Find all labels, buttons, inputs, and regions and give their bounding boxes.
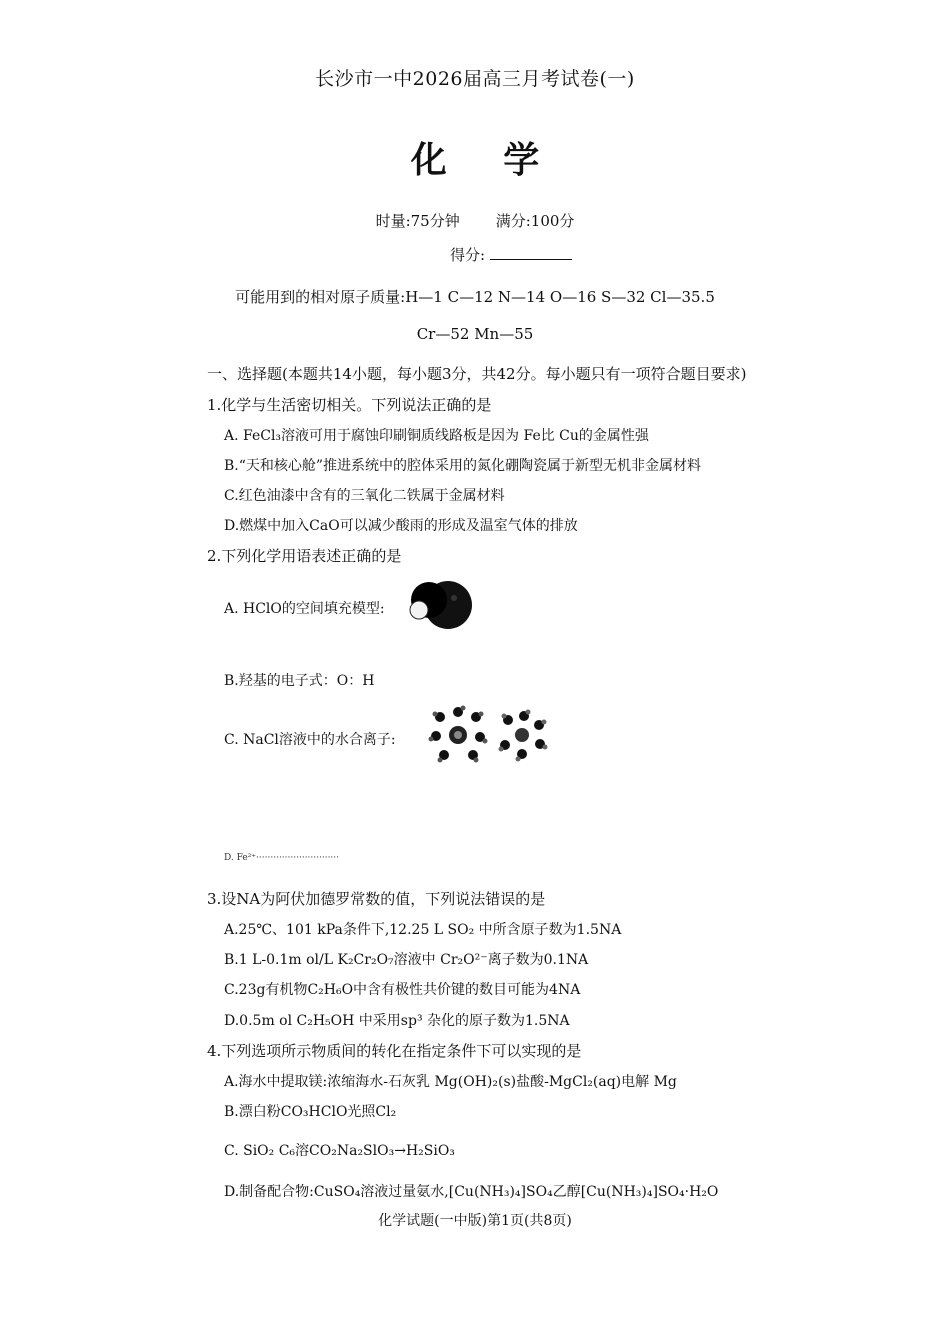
subject-title: 化 学 xyxy=(410,140,562,181)
question-3-stem: 3.设NA为阿伏加德罗常数的值，下列说法错误的是 xyxy=(207,890,546,908)
hydrated-ions-figure-icon xyxy=(418,703,552,767)
question-3-option-b: B.1 L-0.1m ol/L K₂Cr₂O₇溶液中 Cr₂O²⁻离子数为0.1NA xyxy=(224,952,589,968)
question-3-option-c: C.23g有机物C₂H₆O中含有极性共价键的数目可能为4NA xyxy=(224,982,581,998)
score-blank xyxy=(490,245,572,260)
question-4-option-d: D.制备配合物:CuSO₄溶液过量氨水,[Cu(NH₃)₄]SO₄乙醇[Cu(NH₃)₄]SO₄·H₂O xyxy=(224,1184,719,1200)
score-field xyxy=(450,244,572,265)
atomic-mass-line-1: 可能用到的相对原子质量:H—1 C—12 N—14 O—16 S—32 Cl—35.5 xyxy=(235,288,715,306)
question-3-option-d: D.0.5m ol C₂H₅OH 中采用sp³ 杂化的原子数为1.5NA xyxy=(224,1013,570,1029)
full-score: 满分:100分 xyxy=(495,212,575,230)
question-2-option-d: D. Fe²⁺····························· xyxy=(224,853,340,863)
exam-meta xyxy=(0,210,950,231)
page-footer: 化学试题(一中版)第1页(共8页) xyxy=(378,1213,572,1229)
question-4-option-b: B.漂白粉CO₃HClO光照Cl₂ xyxy=(224,1104,397,1120)
question-1-option-b: B.“天和核心舱”推进系统中的腔体采用的氮化硼陶瓷属于新型无机非金属材料 xyxy=(224,458,702,474)
time-limit: 时量:75分钟 xyxy=(375,212,460,230)
question-3-option-a: A.25℃、101 kPa条件下,12.25 L SO₂ 中所含原子数为1.5NA xyxy=(224,922,622,938)
section-heading: 一、选择题(本题共14小题，每小题3分，共42分。每小题只有一项符合题目要求) xyxy=(207,365,747,383)
hclo-space-filling-model-icon xyxy=(404,576,474,634)
question-1-option-a: A. FeCl₃溶液可用于腐蚀印刷铜质线路板是因为 Fe比 Cu的金属性强 xyxy=(224,428,649,444)
question-4-option-a: A.海水中提取镁:浓缩海水-石灰乳 Mg(OH)₂(s)盐酸-MgCl₂(aq)电解 Mg xyxy=(224,1074,677,1090)
question-2-stem: 2.下列化学用语表述正确的是 xyxy=(207,547,402,565)
question-1-stem: 1.化学与生活密切相关。下列说法正确的是 xyxy=(207,396,492,414)
question-4-option-c: C. SiO₂ C₆溶CO₂Na₂SlO₃→H₂SiO₃ xyxy=(224,1143,455,1159)
question-2-option-b: B.羟基的电子式：O：H xyxy=(224,673,375,689)
exam-title: 长沙市一中2026届高三月考试卷(一) xyxy=(315,68,635,90)
question-2-option-a: A. HClO的空间填充模型: xyxy=(224,601,385,617)
question-1-option-d: D.燃煤中加入CaO可以减少酸雨的形成及温室气体的排放 xyxy=(224,518,578,534)
question-1-option-c: C.红色油漆中含有的三氧化二铁属于金属材料 xyxy=(224,488,505,504)
question-2-option-c: C. NaCl溶液中的水合离子: xyxy=(224,732,396,748)
question-4-stem: 4.下列选项所示物质间的转化在指定条件下可以实现的是 xyxy=(207,1042,582,1060)
score-label: 得分: xyxy=(450,246,486,264)
atomic-mass-line-2: Cr—52 Mn—55 xyxy=(416,325,534,343)
